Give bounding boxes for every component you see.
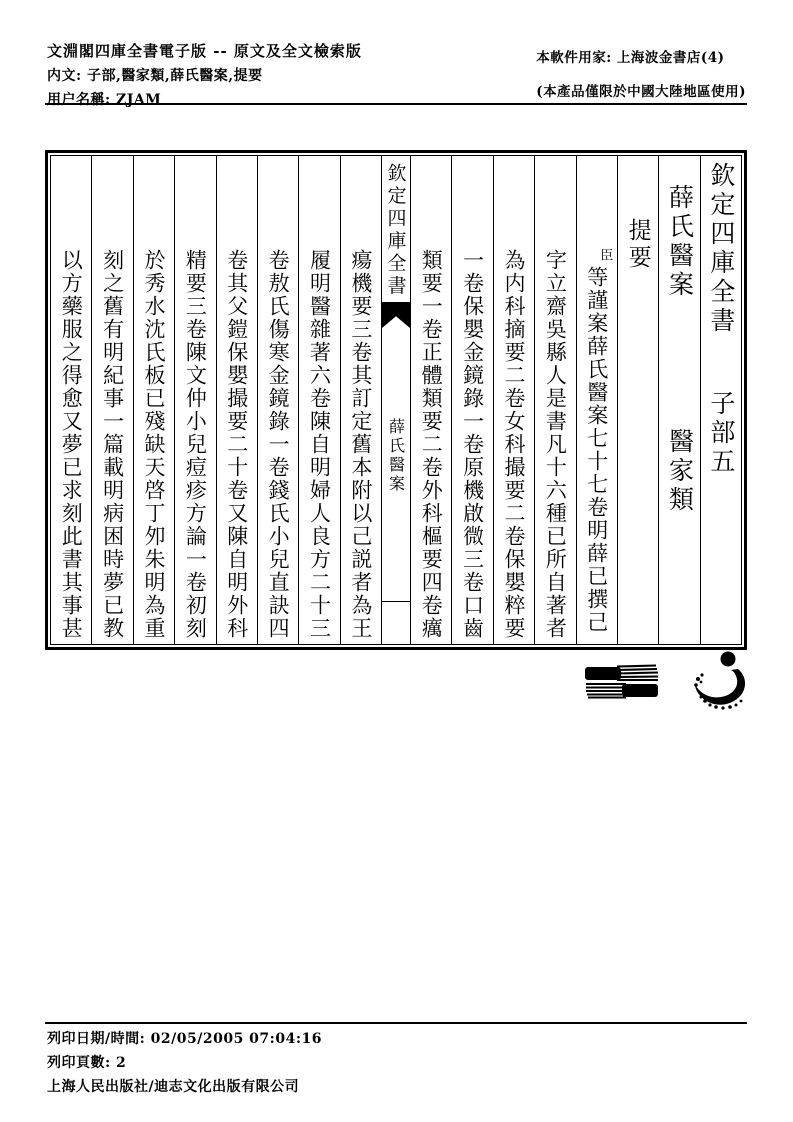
- column-text: 瘍機要三卷其訂定舊本附以己説者為王: [348, 249, 373, 640]
- column-body-2: [534, 156, 575, 644]
- column-text: 於秀水沈氏板已殘缺天啓丁夘朱明為重: [141, 249, 166, 640]
- print-datetime-line: [47, 1028, 322, 1048]
- print-pages-line: [47, 1052, 322, 1072]
- column-text: 薛氏醫案: [386, 418, 406, 494]
- manuscript-inner-border: [50, 155, 742, 645]
- column-spine: [381, 156, 410, 644]
- column-text: 卷敖氏傷寒金鏡錄一卷錢氏小兒直訣四: [266, 249, 291, 640]
- column-text: 臣: [597, 248, 613, 261]
- column-text: 欽定四庫全書: [706, 162, 736, 336]
- print-datetime-label: 列印日期/時間:: [47, 1031, 146, 1047]
- column-text: 類要一卷正體類要二卷外科樞要四卷癘: [419, 249, 444, 640]
- fishtail-mark: [382, 302, 410, 328]
- column-text: 精要三卷陳文仲小兒痘疹方論一卷初刻: [183, 249, 208, 640]
- license-notice: (本產品僅限於中國大陸地區使用): [536, 84, 746, 100]
- footer: [47, 1028, 322, 1100]
- column-body-7: [298, 156, 339, 644]
- column-book-title: [658, 156, 699, 644]
- column-body-13: [51, 156, 91, 644]
- licensee-label: 本軟件用家:: [536, 50, 612, 66]
- column-text: 為内科摘要二卷女科撮要二卷保嬰粹要: [501, 249, 526, 640]
- columns: [51, 156, 741, 644]
- footer-divider: [45, 1022, 747, 1024]
- publisher-line: 上海人民出版社/迪志文化出版有限公司: [47, 1079, 300, 1095]
- brush-stroke-logo-icon: [686, 649, 750, 723]
- column-title: [700, 156, 741, 644]
- user-name-value: ZJAM: [116, 92, 162, 108]
- column-body-8: [257, 156, 298, 644]
- column-body-12: [91, 156, 132, 644]
- stacked-books-logo-icon: [584, 662, 660, 706]
- user-name-line: [47, 89, 362, 109]
- licensee-value: 上海波金書店(4): [616, 50, 725, 66]
- column-body-6: [340, 156, 381, 644]
- column-text: 字立齋吳縣人是書凡十六種已所自著者: [543, 249, 568, 640]
- column-text: 等謹案薛氏醫案七十七卷明薛已撰己: [584, 266, 609, 634]
- header-right: [536, 46, 746, 100]
- app-title: 文淵閣四庫全書電子版 -- 原文及全文檢索版: [47, 42, 362, 60]
- column-body-3: [493, 156, 534, 644]
- column-text: 提要: [624, 218, 651, 272]
- print-datetime-value: 02/05/2005 07:04:16: [150, 1031, 322, 1047]
- header-divider: [45, 103, 747, 105]
- document-path-value: 子部,醫家類,薛氏醫案,提要: [87, 68, 263, 84]
- column-text: 以方藥服之得愈又夢已求刻此書其事甚: [59, 249, 84, 640]
- user-name-label: 用户名稱:: [47, 92, 111, 108]
- spine-divider-line: [382, 601, 410, 602]
- column-text: 欽定四庫全書: [384, 163, 407, 298]
- licensee-line: [536, 46, 746, 66]
- document-path-line: [47, 65, 362, 85]
- column-body-4: [451, 156, 492, 644]
- column-body-11: [133, 156, 174, 644]
- column-body-5: [410, 156, 451, 644]
- column-text: 薛氏醫案: [665, 184, 695, 300]
- column-text: 卷其父鎧保嬰撮要二十卷又陳自明外科: [224, 249, 249, 640]
- column-text: 子部五: [706, 390, 736, 477]
- document-path-label: 内文:: [47, 68, 82, 84]
- header-left: [47, 40, 362, 109]
- column-body-1: [576, 156, 617, 644]
- print-pages-label: 列印頁數:: [47, 1055, 111, 1071]
- column-text: 醫家類: [665, 428, 695, 515]
- column-text: 刻之舊有明紀事一篇載明病困時夢已教: [100, 249, 125, 640]
- column-body-9: [216, 156, 257, 644]
- print-pages-value: 2: [116, 1055, 127, 1071]
- column-body-10: [174, 156, 215, 644]
- column-section: [617, 156, 658, 644]
- column-text: 履明醫雜著六卷陳自明婦人良方二十三: [307, 249, 332, 640]
- column-text: 一卷保嬰金鏡錄一卷原機啟微三卷口齒: [460, 249, 485, 640]
- manuscript-frame: [45, 150, 747, 650]
